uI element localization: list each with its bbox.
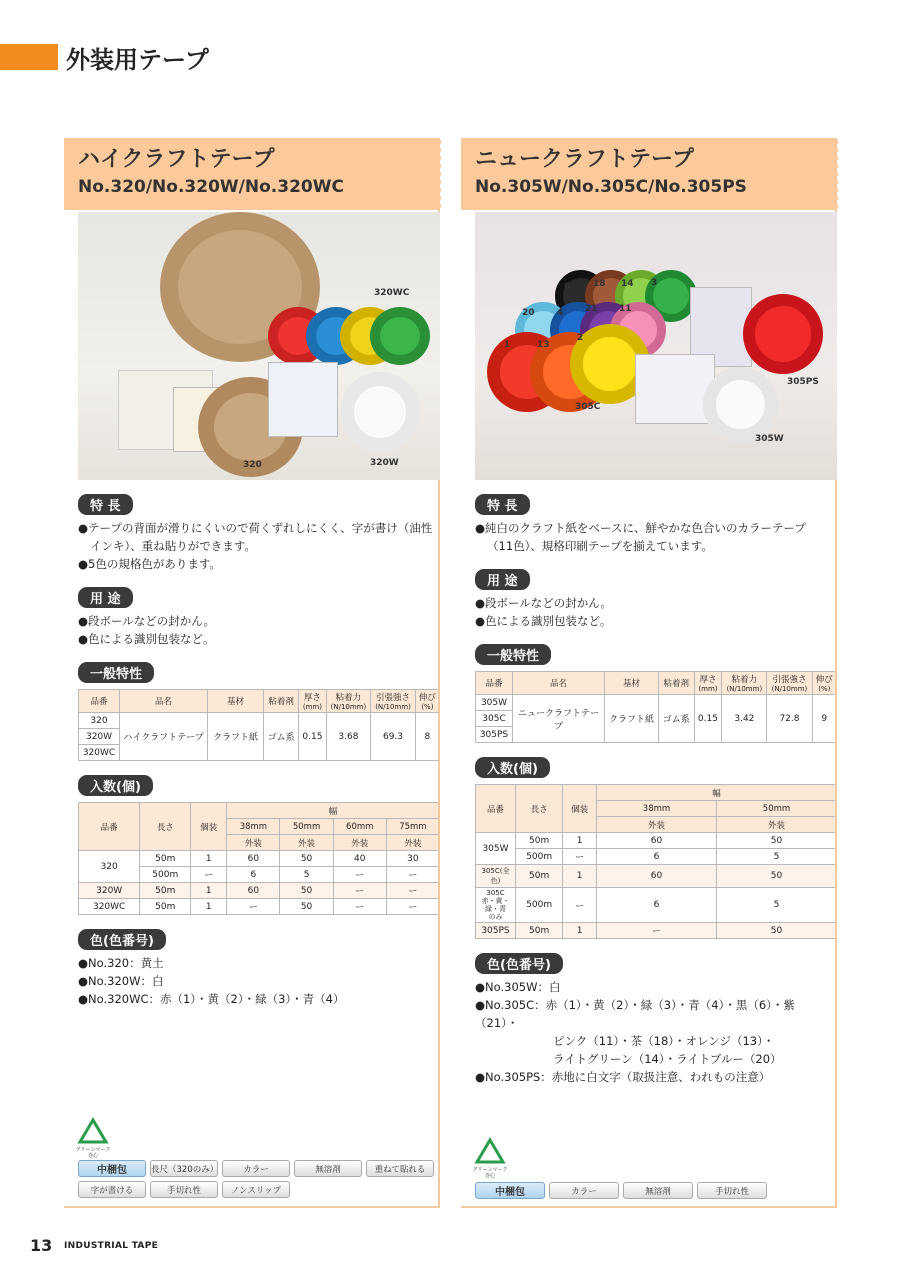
photo-label: 14 (621, 279, 634, 289)
badge: 無溶剤 (294, 1160, 362, 1177)
photo-label: 18 (593, 279, 606, 289)
green-mark-icon (472, 1138, 508, 1179)
uses-tag: 用 途 (475, 569, 530, 590)
uses-text: ●段ボールなどの封かん。 ●色による識別包装など。 (475, 596, 612, 628)
photo-label: 305PS (787, 377, 819, 387)
product-header (64, 138, 440, 210)
quantity-tag: 入数(個) (78, 775, 153, 796)
green-mark-icon (75, 1118, 111, 1159)
title-accent-bar (0, 44, 58, 70)
quantity-table: 品番 長さ 個装 幅 38mm 50mm 外装 外装 305W 50m 1 60 50 500m ー 6 5 305C(全色) 50m 1 60 50 305C 赤・黄・緑・青 のみ 500m ー 6 5 305PS 50m 1 ー 50 (475, 784, 837, 939)
page-title: 外装用テープ (66, 46, 209, 74)
svg-text:グリーンマーク: グリーンマーク (472, 1167, 508, 1173)
product-photo (78, 212, 440, 480)
product-models: No.305W/No.305C/No.305PS (475, 177, 747, 197)
svg-text:巻心: 巻心 (87, 1153, 99, 1159)
photo-label: 20 (522, 308, 535, 318)
badge: 手切れ性 (150, 1181, 218, 1198)
color-tag: 色(色番号) (78, 929, 166, 950)
photo-label: 3 (651, 278, 658, 288)
badge: 長尺（320のみ） (150, 1160, 218, 1177)
page-number: 13 (30, 1236, 53, 1255)
badge: カラー (222, 1160, 290, 1177)
features-text: ●テープの背面が滑りにくいので荷くずれしにくく、字が書け（油性 インキ）、重ね貼りができます。 ●5色の規格色があります。 (78, 521, 433, 571)
svg-text:巻心: 巻心 (484, 1173, 496, 1179)
color-text: ●No.320：黄土 ●No.320W：白 ●No.320WC：赤（1）・黄（2）・緑（3）・青（4） (78, 956, 345, 1006)
properties-table: 品番 品名 基材 粘着剤 厚さ (mm) 粘着力 (N/10mm) 引張強さ (N/10mm) 伸び (%) 305W ニュークラフトテープ クラフト紙 ゴム系 0.15 3.42 72.8 9 305C 305PS (475, 671, 837, 743)
photo-label: 21 (585, 304, 598, 314)
photo-label: 1 (504, 340, 511, 350)
product-header (461, 138, 837, 210)
properties-tag: 一般特性 (78, 662, 154, 683)
product-name: ニュークラフトテープ (475, 147, 694, 172)
product-column-newcraft (461, 138, 837, 1198)
feature-badges (78, 1160, 444, 1198)
features-text: ●純白のクラフト紙をベースに、鮮やかな色合いのカラーテープ （11色）、規格印刷テープを揃えています。 (475, 521, 806, 553)
photo-label: 2 (577, 333, 584, 343)
svg-text:グリーンマーク: グリーンマーク (75, 1147, 111, 1153)
properties-table: 品番 品名 基材 粘着剤 厚さ (mm) 粘着力 (N/10mm) 引張強さ (N/10mm) 伸び (%) 320 ハイクラフトテープ クラフト紙 ゴム系 0.15 3.68 69.3 8 320W 320WC (78, 689, 440, 761)
quantity-tag: 入数(個) (475, 757, 550, 778)
quantity-table: 品番 長さ 個装 幅 38mm 50mm 60mm 75mm 外装 外装 外装 外装 320 50m 1 60 50 40 30 500m ー 6 5 ー ー 320W 50m 1 60 50 ー ー 320WC 50m 1 ー 50 ー ー (78, 802, 440, 915)
photo-label: 11 (619, 304, 632, 314)
photo-label: 305W (755, 434, 784, 444)
features-tag: 特 長 (78, 494, 133, 515)
badge: カラー (549, 1182, 619, 1199)
badge: 重ねて貼れる (366, 1160, 434, 1177)
photo-label: 320 (243, 460, 262, 470)
properties-tag: 一般特性 (475, 644, 551, 665)
uses-tag: 用 途 (78, 587, 133, 608)
product-name: ハイクラフトテープ (78, 147, 275, 172)
photo-label: 305C (575, 402, 601, 412)
product-photo (475, 212, 837, 480)
badge: ノンスリップ (222, 1181, 290, 1198)
product-models: No.320/No.320W/No.320WC (78, 177, 344, 197)
badge: 字が書ける (78, 1181, 146, 1198)
badge: 無溶剤 (623, 1182, 693, 1199)
photo-label: 320WC (374, 288, 410, 298)
color-text: ●No.305W：白 ●No.305C：赤（1）・黄（2）・緑（3）・青（4）・黒（6）・紫（21）・ ピンク（11）・茶（18）・オレンジ（13）・ ライトグリーン（14）・ライトブルー（20） ●No.305PS：赤地に白文字（取扱注意、われもの注意） (475, 980, 795, 1084)
badge: 中梱包 (475, 1182, 545, 1199)
badge: 手切れ性 (697, 1182, 767, 1199)
photo-label: 13 (537, 340, 550, 350)
badge: 中梱包 (78, 1160, 146, 1177)
features-tag: 特 長 (475, 494, 530, 515)
footer-label: INDUSTRIAL TAPE (64, 1241, 159, 1251)
color-tag: 色(色番号) (475, 953, 563, 974)
product-column-highcraft (64, 138, 440, 1196)
photo-label: 4 (557, 308, 564, 318)
uses-text: ●段ボールなどの封かん。 ●色による識別包装など。 (78, 614, 215, 646)
feature-badges (475, 1182, 841, 1199)
photo-label: 6 (564, 282, 571, 292)
photo-label: 320W (370, 458, 399, 468)
